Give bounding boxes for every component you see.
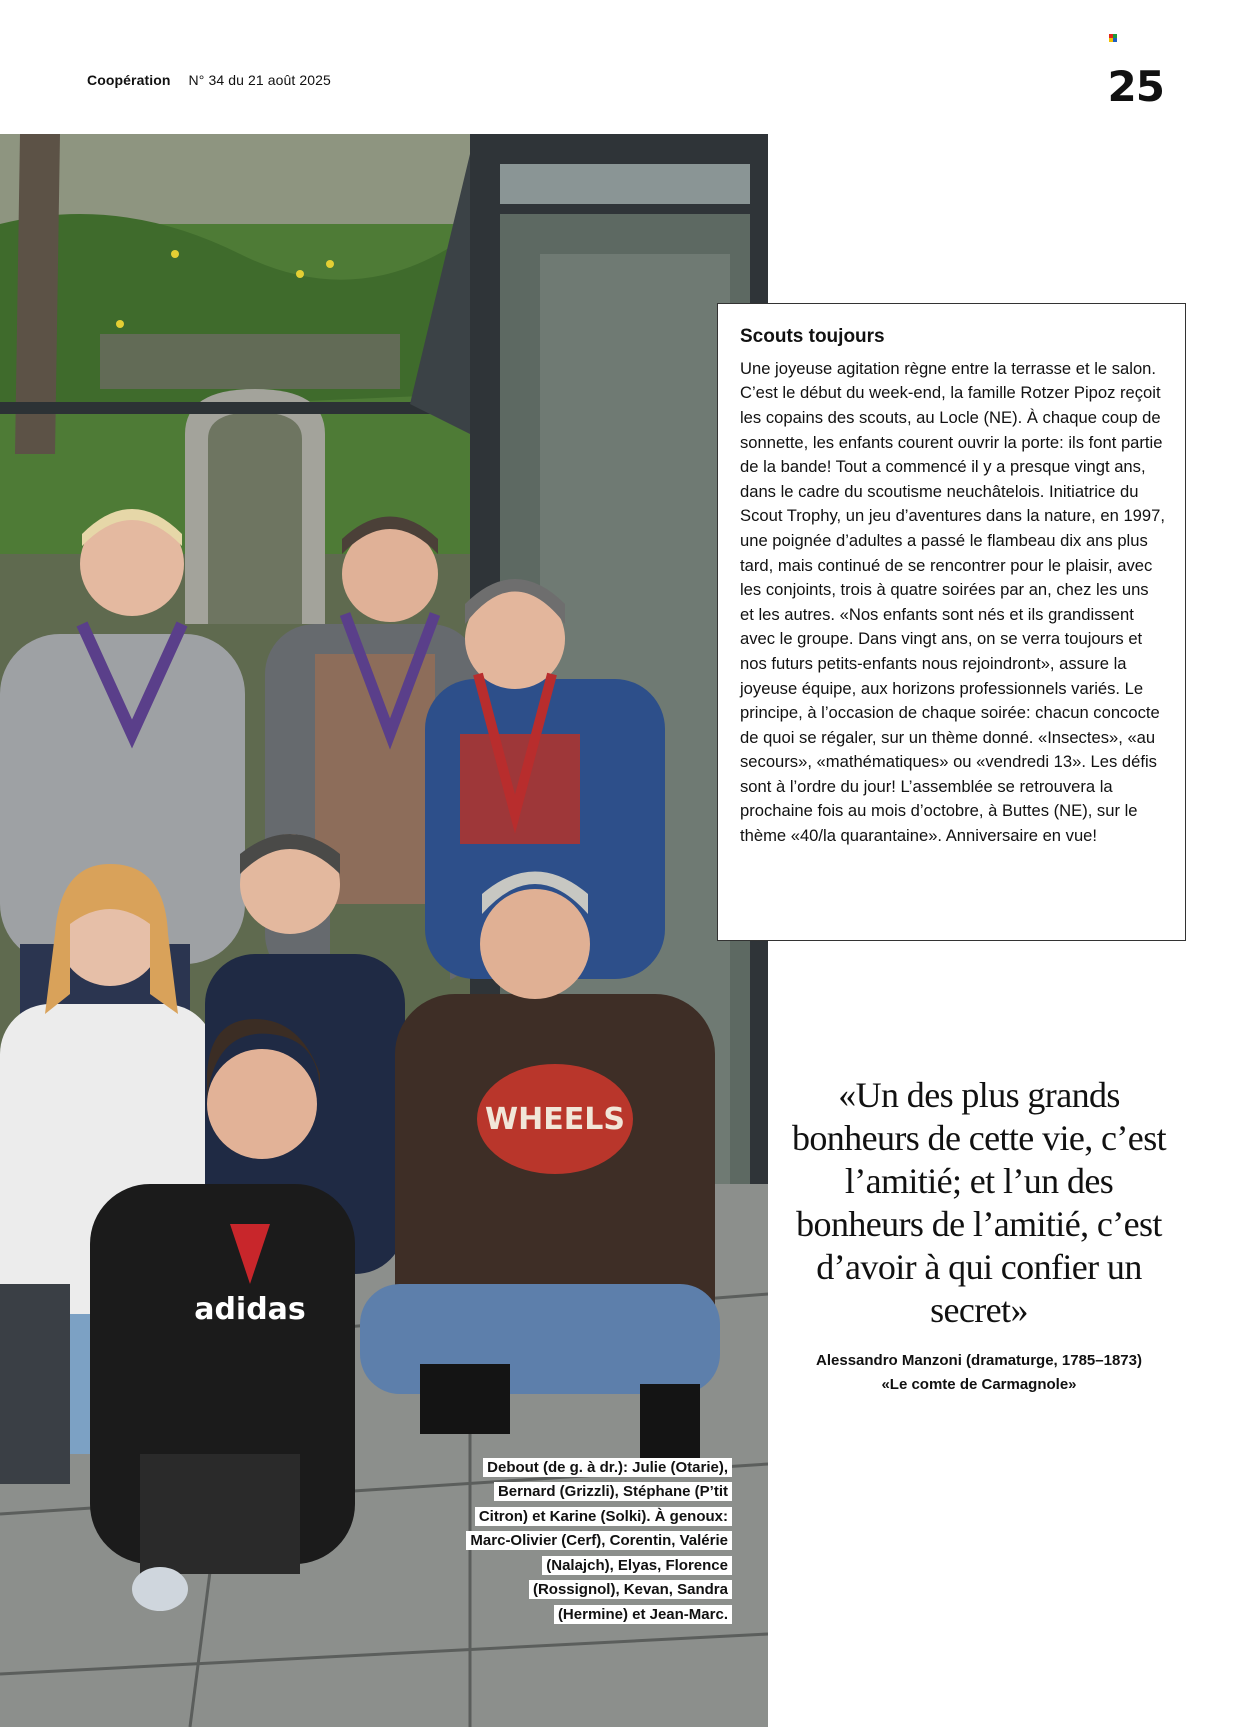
sidebar-body: Une joyeuse agitation règne entre la terrasse et le salon. C’est le début du week-end, la famille Rotzer Pipoz reçoit les copains des scouts, au Locle (NE). À chaque coup de sonnette, les enfants courent ouvrir la porte: ils font partie de la bande! Tout a commencé il y a presque vingt ans, dans le cadre du scoutisme neuchâtelois. Initiatrice du Scout Trophy, un jeu d’aventures dans la nature, en 1997, une poignée d’adultes a passé le flambeau dix ans plus tard, mais continué de se rencontrer pour le plaisir, avec les conjoints, trois à quatre soirées par an, chez les uns et les autres. «Nos enfants sont nés et ils grandissent avec le groupe. Dans vingt ans, on se verra toujours et nos futurs petits-enfants nous rejoindront», assure la joyeuse équipe, aux horizons professionnels variés. Le principe, à l’occasion de chaque soirée: chacun concocte de quoi se régaler, sur un thème donné. «Insectes», «au secours», «mathématiques» ou «vendredi 13». Les défis sont à l’ordre du jour! L’assemblée se retrouvera la prochaine fois au mois d’octobre, à Buttes (NE), sur le thème «40/la quarantaine». Anniversaire en vue! <box>740 358 1165 846</box>
quote-attribution <box>790 1349 1168 1397</box>
print-registration-mark <box>1109 34 1117 42</box>
pull-quote: «Un des plus grands bonheurs de cette vie, c’est l’amitié; et l’un des bonheurs de l’amitié, c’est d’avoir à qui confier un secret» <box>791 1075 1167 1330</box>
photo-caption <box>462 1456 732 1628</box>
quote-author: Alessandro Manzoni (dramaturge, 1785–1873) <box>816 1352 1142 1369</box>
page-number: 25 <box>1107 62 1164 111</box>
shirt-print-wheels: WHEELS <box>485 1102 625 1137</box>
sidebar-box <box>717 303 1186 941</box>
shirt-print-adidas: adidas <box>194 1292 306 1327</box>
publication-name: Coopération <box>87 72 171 88</box>
photo-caption-text: Debout (de g. à dr.): Julie (Otarie), Bernard (Grizzli), Stéphane (P’tit Citron) et Karine (Solki). À genoux: Marc-Olivier (Cerf), Corentin, Valérie (Nalajch), Elyas, Florence (Rossignol), Kevan, Sandra (Hermine) et Jean-Marc. <box>466 1458 732 1624</box>
publication-header <box>87 72 331 88</box>
group-photo <box>0 134 768 1727</box>
sidebar-title: Scouts toujours <box>740 326 885 347</box>
quote-source: «Le comte de Carmagnole» <box>881 1376 1077 1393</box>
issue-info: N° 34 du 21 août 2025 <box>188 72 331 88</box>
